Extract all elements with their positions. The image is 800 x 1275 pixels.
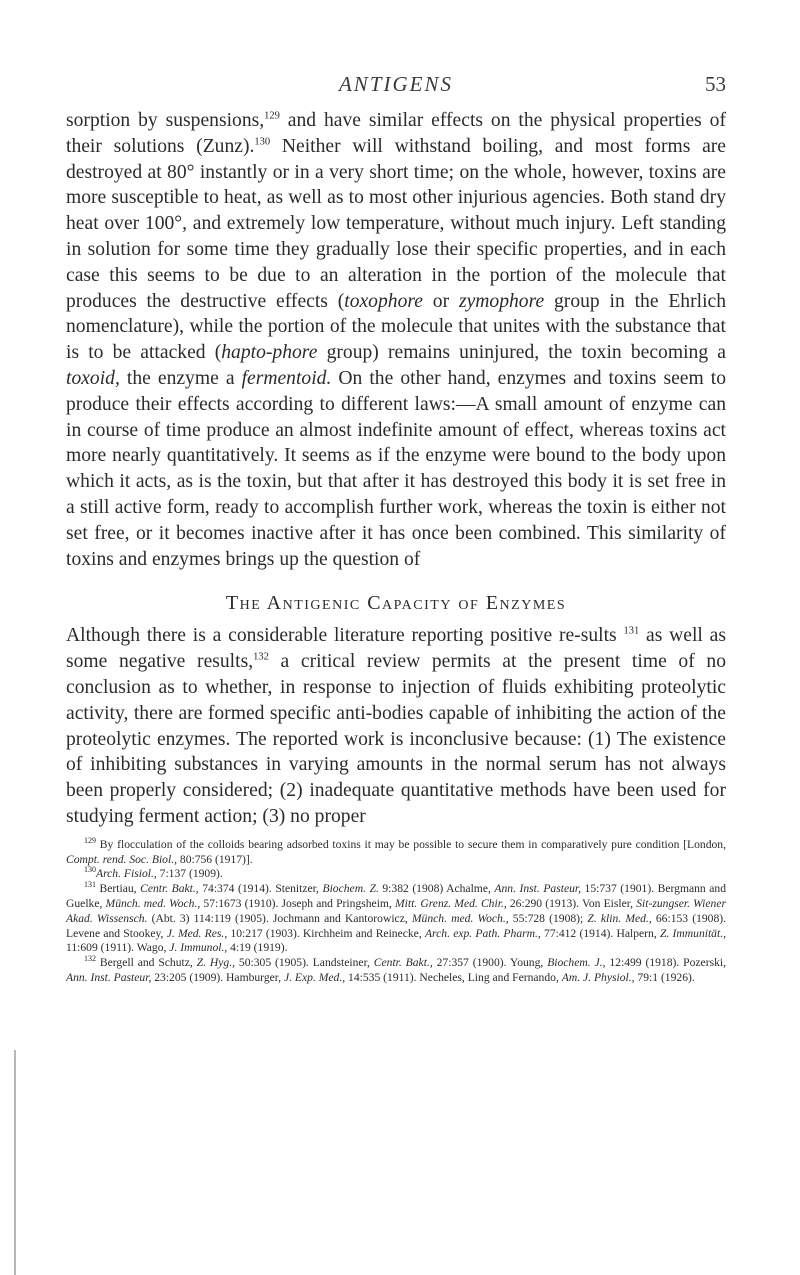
journal-title: Z. Immunität.,: [659, 926, 726, 940]
text-run: Although there is a considerable literature reporting positive re-sults: [66, 625, 624, 647]
text-run: a critical review permits at the present time of no conclusion as to whether, in response to injection of fluids exhibiting proteolytic activity, there are formed specific anti-bodies capable of inhibiting the action of the proteolytic enzymes. The reported work is inconclusive because: (1) The existence of inhibiting substances in varying amounts in the normal serum has not always been properly considered; (2) inadequate quantitative methods have been used for studying ferment action; (3) no proper: [66, 651, 726, 827]
footnote-number: 129: [84, 835, 96, 845]
footnote-132: [66, 956, 726, 986]
body-paragraph-1: [66, 108, 726, 572]
journal-title: Am. J. Physiol.,: [561, 970, 635, 984]
journal-title: Mitt. Grenz. Med. Chir.,: [394, 896, 507, 910]
footnote-text: 10:217 (1903). Kirchheim and Reinecke,: [227, 926, 425, 940]
footnote-text: 79:1 (1926).: [634, 970, 695, 984]
footnote-text: 50:305 (1905). Landsteiner,: [235, 956, 374, 970]
journal-title: J. Exp. Med.,: [283, 970, 346, 984]
footnote-text: 14:535 (1911). Necheles, Ling and Fernando,: [345, 970, 562, 984]
body-paragraph-2: [66, 623, 726, 829]
footnote-text: 80:756 (1917)].: [177, 852, 253, 866]
footnote-131: [66, 882, 726, 956]
footnote-text: 77:412 (1914). Halpern,: [540, 926, 660, 940]
footnote-text: 26:290 (1913). Von Eisler,: [506, 896, 637, 910]
footnotes: [66, 835, 727, 986]
page-number: 53: [705, 72, 726, 96]
footnote-text: 15:737 (1901). Bergmann and Guelke,: [66, 882, 726, 910]
journal-title: Arch. Fisiol.,: [96, 867, 157, 881]
journal-title: J. Med. Res.,: [166, 926, 228, 940]
journal-title: J. Immunol.,: [169, 941, 228, 955]
term-toxoid: toxoid,: [66, 367, 120, 389]
journal-title: Ann. Inst. Pasteur,: [66, 970, 152, 984]
footnote-text: 4:19 (1919).: [227, 941, 288, 955]
footnote-ref-131[interactable]: 131: [623, 625, 640, 637]
footnote-130: [66, 867, 726, 882]
text-run: sorption by suspensions,: [66, 110, 265, 131]
text-run: Neither will withstand boiling, and most forms are destroyed at 80° instantly or in a very short time; on the whole, however, toxins are more susceptible to heat, as well as to most other injurious agencies. Both stand dry heat over 100°, and extremely low temperature, without much injury. Left standing in solution for some time they gradually lose their specific properties, and in each case this seems to be due to an alteration in the portion of the molecule that produces the destructive effects (: [66, 135, 727, 312]
footnote-text: 23:205 (1909). Hamburger,: [151, 970, 284, 984]
journal-title: Biochem. Z.: [322, 882, 379, 896]
footnote-number: 130: [84, 865, 96, 875]
footnote-text: 27:357 (1900). Young,: [432, 956, 548, 970]
page-header: [66, 72, 726, 98]
footnote-number: 132: [84, 954, 96, 964]
footnote-text: (Abt. 3) 114:119 (1905). Jochmann and Kantorowicz,: [147, 911, 412, 925]
footnote-number: 131: [84, 880, 96, 890]
footnote-text: By flocculation of the colloids bearing adsorbed toxins it may be possible to secure them in comparatively pure condition [London,: [96, 837, 726, 851]
page-edge-mark: [14, 1050, 16, 1275]
journal-title: Biochem. J.,: [547, 956, 606, 970]
book-page: [66, 72, 726, 986]
footnote-ref-132[interactable]: 132: [253, 651, 269, 663]
term-fermentoid: fermentoid.: [241, 367, 332, 389]
footnote-text: 11:609 (1911). Wago,: [66, 941, 170, 955]
footnote-text: 12:499 (1918). Pozerski,: [605, 956, 726, 970]
running-head: ANTIGENS: [338, 72, 453, 96]
journal-title: Z. klin. Med.,: [587, 911, 652, 925]
term-toxophore: toxophore: [344, 290, 423, 312]
journal-title: Compt. rend. Soc. Biol.,: [66, 852, 177, 866]
journal-title: Ann. Inst. Pasteur,: [494, 882, 582, 896]
footnote-text: 57:1673 (1910). Joseph and Pringsheim,: [200, 896, 395, 910]
term-zymophore: zymophore: [458, 290, 545, 312]
journal-title: Z. Hyg.,: [196, 956, 236, 970]
journal-title: Münch. med. Woch.,: [105, 896, 201, 910]
journal-title: Centr. Bakt.,: [140, 882, 199, 896]
footnote-129: [66, 835, 726, 868]
footnote-ref-129[interactable]: 129: [264, 110, 280, 122]
journal-title: Arch. exp. Path. Pharm.,: [424, 926, 541, 940]
text-run: the enzyme a: [119, 367, 242, 389]
footnote-text: 7:137 (1909).: [156, 867, 223, 881]
text-run: or: [422, 290, 459, 312]
footnote-text: 9:382 (1908) Achalme,: [378, 882, 495, 896]
text-run: On the other hand, enzymes and toxins seem to produce their effects according to different laws:—A small amount of enzyme can in course of time produce an almost indefinite amount of effect, whereas toxins act more nearly quantitatively. It seems as if the enzyme were bound to the body upon which it acts, as is the toxin, but that after it has destroyed this body it is set free in a still active form, ready to accomplish further work, whereas the toxin is either not set free, or it becomes inactive after it has once been combined. This similarity of toxins and enzymes brings up the question of: [66, 367, 726, 570]
journal-title: Centr. Bakt.,: [373, 956, 433, 970]
term-haptophore: hapto-phore: [221, 342, 318, 364]
journal-title: Münch. med. Woch.,: [411, 911, 509, 925]
journal-title: Sit-zungser. Wiener Akad. Wissensch.: [66, 896, 727, 925]
footnote-text: Bergell and Schutz,: [96, 956, 197, 970]
text-run: and have similar effects on the physical properties of their solutions (Zunz).: [66, 110, 726, 157]
footnote-ref-130[interactable]: 130: [254, 136, 271, 148]
text-run: as well as some negative results,: [66, 625, 726, 673]
footnote-text: 74:374 (1914). Stenitzer,: [198, 882, 323, 896]
footnote-text: 55:728 (1908);: [508, 911, 588, 925]
footnote-text: 66:153 (1908). Levene and Stookey,: [66, 911, 727, 940]
text-run: group) remains uninjured, the toxin becoming a: [317, 342, 726, 364]
footnote-text: Bertiau,: [96, 882, 141, 896]
section-heading: The Antigenic Capacity of Enzymes: [225, 592, 567, 615]
text-run: group in the Ehrlich nomenclature), while the portion of the molecule that unites with the substance that is to be attacked (: [66, 290, 727, 364]
